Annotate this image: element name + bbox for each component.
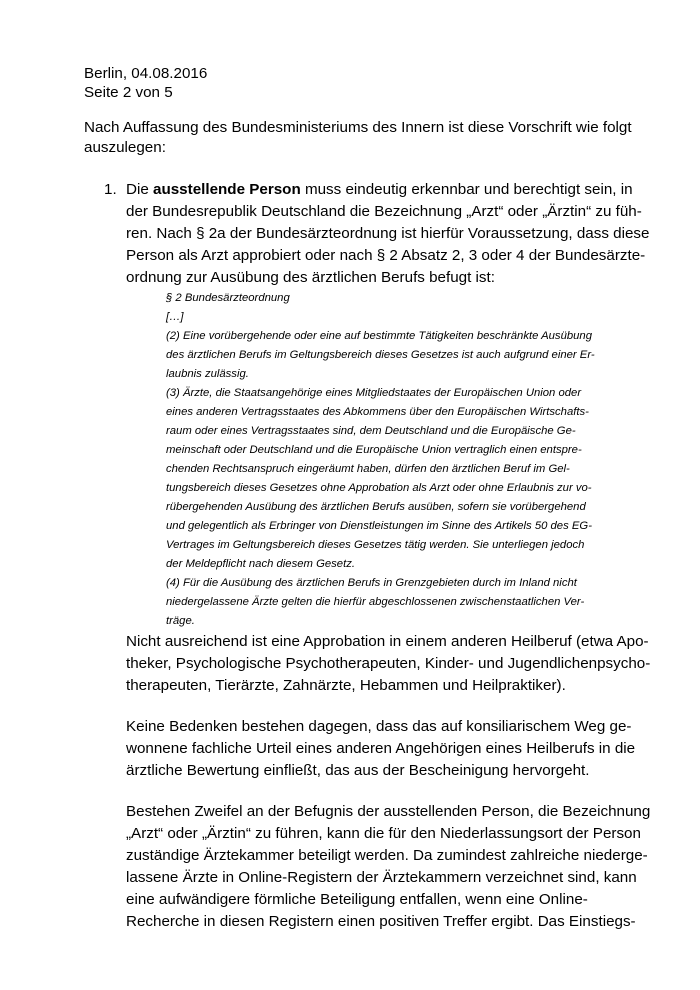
paragraph-line: theker, Psychologische Psychotherapeuten, Kinder- und Jugendlichenpsycho- xyxy=(126,655,651,672)
quote-line: […] xyxy=(166,311,184,323)
quote-line: meinschaft oder Deutschland und die Europäische Union vertraglich einen entspre- xyxy=(166,444,582,456)
list-item-line: Person als Arzt approbiert oder nach § 2 Absatz 2, 3 oder 4 der Bundesärzte- xyxy=(126,247,646,264)
quote-line: träge. xyxy=(166,615,195,627)
paragraph-line: „Arzt“ oder „Ärztin“ zu führen, kann die für den Niederlassungsort der Person xyxy=(126,825,641,842)
page-info: Seite 2 von 5 xyxy=(84,84,173,101)
list-item-line: ren. Nach § 2a der Bundesärzteordnung ist hierfür Voraussetzung, dass diese xyxy=(126,225,650,242)
quote-line: des ärztlichen Berufs im Geltungsbereich dieses Gesetzes ist auch aufgrund einer Er- xyxy=(166,349,595,361)
quote-line: Vertrages im Geltungsbereich dieses Gesetzes tätig werden. Sie unterliegen jedoch xyxy=(166,539,585,551)
place-date: Berlin, 04.08.2016 xyxy=(84,65,208,82)
paragraph-line: Bestehen Zweifel an der Befugnis der ausstellenden Person, die Bezeichnung xyxy=(126,803,651,820)
quote-line: tungsbereich dieses Gesetzes ohne Approbation als Arzt oder ohne Erlaubnis zur vo- xyxy=(166,482,592,494)
list-item-line: ordnung zur Ausübung des ärztlichen Berufs befugt ist: xyxy=(126,269,495,286)
emphasis-ausstellende-person: ausstellende Person xyxy=(153,181,301,198)
list-item-line: der Bundesrepublik Deutschland die Bezeichnung „Arzt“ oder „Ärztin“ zu füh- xyxy=(126,203,642,220)
paragraph-line: Nicht ausreichend ist eine Approbation in einem anderen Heilberuf (etwa Apo- xyxy=(126,633,649,650)
quote-line: laubnis zulässig. xyxy=(166,368,249,380)
paragraph-line: ärztliche Bewertung einfließt, das aus der Bescheinigung hervorgeht. xyxy=(126,762,590,779)
paragraph-line: lassene Ärzte in Online-Registern der Ärztekammern verzeichnet sind, kann xyxy=(126,869,637,886)
intro-line: Nach Auffassung des Bundesministeriums des Innern ist diese Vorschrift wie folgt xyxy=(84,119,632,136)
quote-heading: § 2 Bundesärzteordnung xyxy=(166,292,290,304)
quote-line: (4) Für die Ausübung des ärztlichen Berufs in Grenzgebieten durch im Inland nicht xyxy=(166,577,577,589)
intro-line: auszulegen: xyxy=(84,139,166,156)
quote-line: eines anderen Vertragsstaates des Abkommens über den Europäischen Wirtschafts- xyxy=(166,406,589,418)
list-item-first-line xyxy=(126,180,633,200)
list-item-prefix: Die xyxy=(126,181,154,198)
list-item-suffix: muss eindeutig erkennbar und berechtigt sein, in xyxy=(300,181,633,198)
quote-line: chenden Rechtsanspruch eingeräumt haben, dürfen den ärztlichen Beruf im Gel- xyxy=(166,463,570,475)
quote-line: der Meldepflicht nach diesem Gesetz. xyxy=(166,558,356,570)
quote-line: und gelegentlich als Erbringer von Dienstleistungen im Sinne des Artikels 50 des EG- xyxy=(166,520,592,532)
list-item-number: 1. xyxy=(104,181,117,198)
quote-line: rübergehenden Ausübung des ärztlichen Berufs ausüben, sofern sie vorübergehend xyxy=(166,501,586,513)
paragraph-line: zuständige Ärztekammer beteiligt werden. Da zumindest zahlreiche niederge- xyxy=(126,847,648,864)
quote-line: (3) Ärzte, die Staatsangehörige eines Mitgliedstaates der Europäischen Union oder xyxy=(166,387,582,399)
quote-line: raum oder eines Vertragsstaates sind, dem Deutschland und die Europäische Ge- xyxy=(166,425,576,437)
paragraph-line: Recherche in diesen Registern einen positiven Treffer ergibt. Das Einstiegs- xyxy=(126,913,636,930)
paragraph-line: wonnene fachliche Urteil eines anderen Angehörigen eines Heilberufs in die xyxy=(126,740,636,757)
paragraph-line: therapeuten, Tierärzte, Zahnärzte, Hebammen und Heilpraktiker). xyxy=(126,677,566,694)
quote-line: niedergelassene Ärzte gelten die hierfür abgeschlossenen zwischenstaatlichen Ver- xyxy=(166,596,585,608)
paragraph-line: eine aufwändigere förmliche Beteiligung entfallen, wenn eine Online- xyxy=(126,891,588,908)
quote-line: (2) Eine vorübergehende oder eine auf bestimmte Tätigkeiten beschränkte Ausübung xyxy=(166,330,592,342)
paragraph-line: Keine Bedenken bestehen dagegen, dass das auf konsiliarischem Weg ge- xyxy=(126,718,632,735)
